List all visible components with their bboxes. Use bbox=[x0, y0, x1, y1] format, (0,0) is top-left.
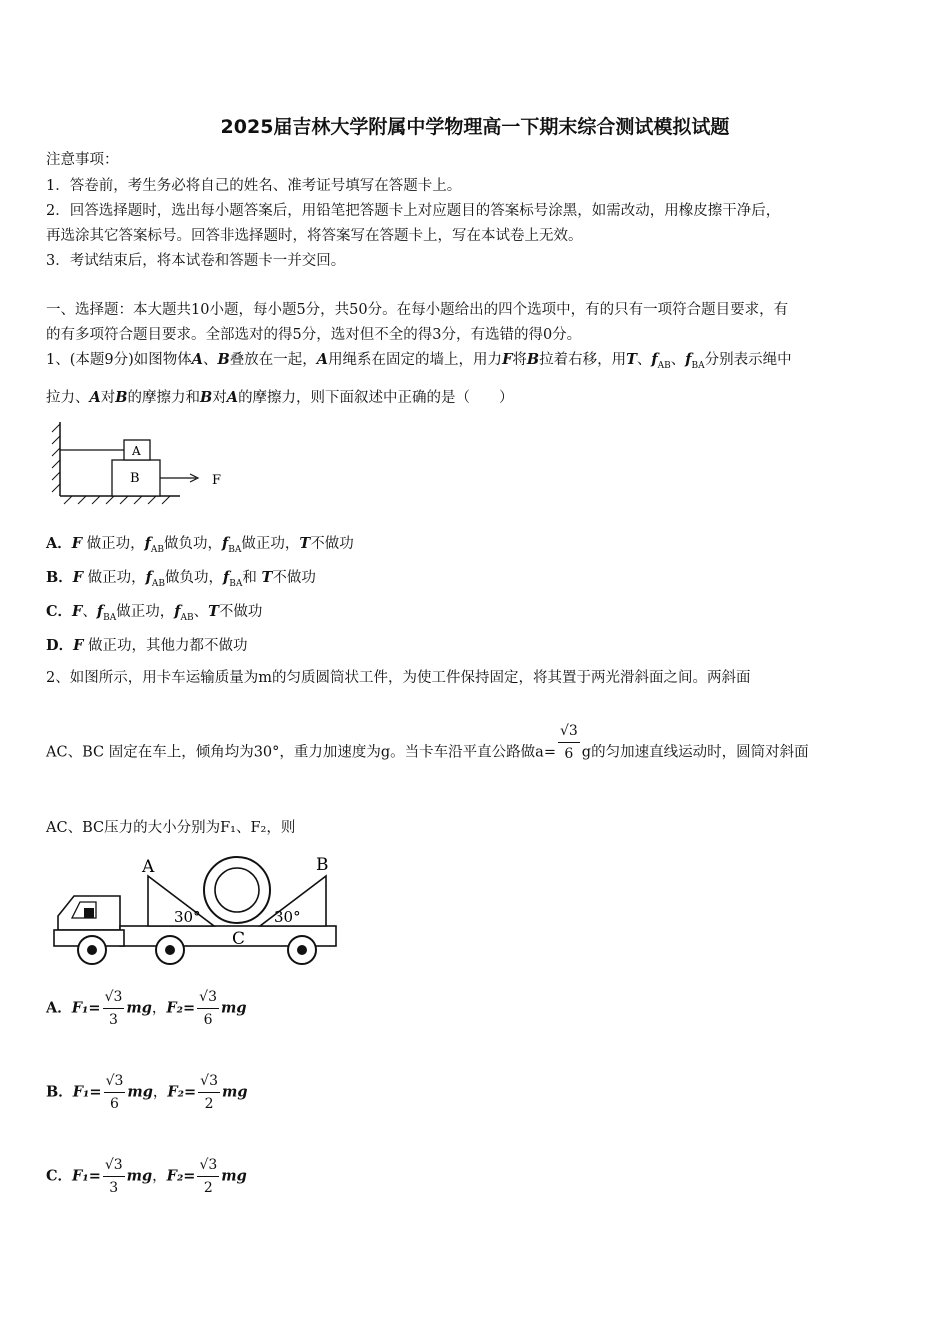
mg: mg bbox=[126, 999, 152, 1017]
label-b: B bbox=[316, 855, 329, 875]
label-b: B bbox=[130, 471, 140, 486]
frac-den: 2 bbox=[204, 1096, 214, 1112]
q2-option-c-key: C． bbox=[46, 1167, 73, 1185]
f2-label: F₂= bbox=[167, 1083, 197, 1101]
notice-item-1: 1．答卷前，考生务必将自己的姓名、准考证号填写在答题卡上。 bbox=[46, 178, 462, 194]
q1-line2-d: 对 bbox=[212, 390, 227, 406]
label-a: A bbox=[132, 444, 141, 458]
frac-num: √3 bbox=[197, 986, 219, 1009]
f1-fraction bbox=[103, 986, 125, 1031]
f1-fraction bbox=[103, 1154, 125, 1199]
q1-option-d[interactable]: D．F 做正功，其他力都不做功 bbox=[46, 637, 248, 654]
frac-den: 6 bbox=[110, 1096, 119, 1112]
q1-stem-mid2: 用绳系在固定的墙上，用力 bbox=[328, 352, 503, 368]
q1-stem-mid: 叠放在一起， bbox=[229, 352, 317, 368]
q2-line2-pre: AC、BC 固定在车上，倾角均为30°，重力加速度为g。当卡车沿平直公路做a= bbox=[46, 744, 556, 761]
section-instructions-2: 的有多项符合题目要求。全部选对的得5分，选对但不全的得3分，有选错的得0分。 bbox=[46, 327, 582, 343]
q1-prefix: 1、(本题9分)如图物体 bbox=[46, 352, 192, 368]
frac-num: √3 bbox=[103, 1154, 125, 1177]
section-instructions-1: 一、选择题：本大题共10小题，每小题5分，共50分。在每小题给出的四个选项中，有的只有一项符合题目要求，有 bbox=[46, 302, 789, 318]
f1-fraction bbox=[104, 1070, 126, 1115]
frac-num: √3 bbox=[197, 1154, 219, 1177]
q1-stem-mid4: 拉着右移，用 bbox=[539, 352, 627, 368]
notice-item-3: 3．考试结束后，将本试卷和答题卡一并交回。 bbox=[46, 253, 346, 269]
q1-option-b[interactable]: B．F 做正功，$f_{AB}$做负功，$f_{BA}$和 T不做功 bbox=[46, 569, 316, 589]
sep: ， bbox=[152, 1168, 167, 1185]
mg: mg bbox=[221, 1167, 247, 1185]
notice-heading: 注意事项： bbox=[46, 152, 119, 168]
q2-option-a[interactable] bbox=[46, 986, 246, 1031]
q2-option-a-key: A． bbox=[46, 999, 72, 1017]
notice-item-2-cont: 再选涂其它答案标号。回答非选择题时，将答案写在答题卡上，写在本试卷上无效。 bbox=[46, 228, 583, 244]
label-c: C bbox=[232, 929, 246, 949]
q1-line2-c: 的摩擦力和 bbox=[127, 390, 201, 406]
mg: mg bbox=[126, 1167, 153, 1185]
sep: ， bbox=[151, 1000, 167, 1017]
frac-den: 3 bbox=[109, 1012, 118, 1028]
label-a: A bbox=[142, 857, 155, 877]
q2-stem-line1: 2、如图所示，用卡车运输质量为m的匀质圆筒状工件，为使工件保持固定，将其置于两光滑斜面之间。两斜面 bbox=[46, 670, 751, 686]
sep: ， bbox=[152, 1084, 168, 1101]
q2-stem-line3: AC、BC压力的大小分别为F₁、F₂，则 bbox=[46, 820, 296, 836]
frac-den: 3 bbox=[109, 1180, 119, 1196]
q1-stem-line2: 拉力、A对B的摩擦力和B对A的摩擦力，则下面叙述中正确的是（ ） bbox=[46, 389, 514, 406]
mg: mg bbox=[222, 1083, 248, 1101]
q1-stem-line1: 1、(本题9分)如图物体A、B叠放在一起，A用绳系在固定的墙上，用力F将B拉着右移，用T、$f_{AB}$、$f_{BA}$分别表示绳中 bbox=[46, 351, 792, 371]
wheel bbox=[78, 936, 106, 964]
mg: mg bbox=[221, 999, 247, 1017]
f2-label: F₂= bbox=[166, 1167, 196, 1185]
accel-fraction bbox=[558, 720, 580, 765]
f2-fraction bbox=[197, 986, 219, 1031]
q1-stem-mid3: 将 bbox=[512, 352, 527, 368]
q1-option-c[interactable]: C．F、$f_{BA}$做正功，$f_{AB}$、T不做功 bbox=[46, 603, 263, 623]
frac-num: √3 bbox=[198, 1070, 220, 1093]
wheel bbox=[288, 936, 316, 964]
q2-truck-figure bbox=[50, 850, 345, 970]
q2-line2-post: g的匀加速直线运动时，圆筒对斜面 bbox=[581, 744, 809, 761]
f2-fraction bbox=[197, 1154, 219, 1199]
q1-option-a[interactable]: A．F 做正功，$f_{AB}$做负功，$f_{BA}$做正功，T不做功 bbox=[46, 535, 354, 555]
frac-num: √3 bbox=[103, 986, 125, 1009]
f1-label: F₁= bbox=[71, 999, 101, 1017]
frac-den: 2 bbox=[203, 1180, 213, 1196]
angle-left: 30° bbox=[174, 908, 201, 926]
frac-num: √3 bbox=[104, 1070, 126, 1093]
wheel bbox=[156, 936, 184, 964]
accel-den: 6 bbox=[564, 746, 574, 762]
q2-stem-line2 bbox=[46, 723, 908, 765]
f1-label: F₁= bbox=[72, 1083, 102, 1101]
accel-num: √3 bbox=[558, 720, 580, 743]
f2-fraction bbox=[198, 1070, 220, 1115]
f2-label: F₂= bbox=[166, 999, 196, 1017]
f1-label: F₁= bbox=[72, 1167, 101, 1185]
frac-den: 6 bbox=[203, 1012, 213, 1028]
q1-line2-e: 的摩擦力，则下面叙述中正确的是（ ） bbox=[238, 390, 514, 406]
q1-line2-a: 拉力、 bbox=[46, 390, 90, 406]
q2-option-b[interactable] bbox=[46, 1070, 247, 1115]
q2-option-c[interactable] bbox=[46, 1154, 247, 1199]
q1-line2-b: 对 bbox=[100, 390, 116, 406]
q2-option-b-key: B． bbox=[46, 1083, 73, 1101]
label-f: F bbox=[212, 473, 222, 488]
q1-figure bbox=[46, 418, 236, 518]
page-title: 2025届吉林大学附属中学物理高一下期末综合测试模拟试题 bbox=[220, 116, 730, 138]
notice-item-2: 2．回答选择题时，选出每小题答案后，用铅笔把答题卡上对应题目的答案标号涂黑，如需改动，用橡皮擦干净后， bbox=[46, 203, 781, 219]
mg: mg bbox=[127, 1083, 153, 1101]
q1-stem-end: 分别表示绳中 bbox=[704, 352, 792, 368]
angle-right: 30° bbox=[274, 908, 301, 926]
